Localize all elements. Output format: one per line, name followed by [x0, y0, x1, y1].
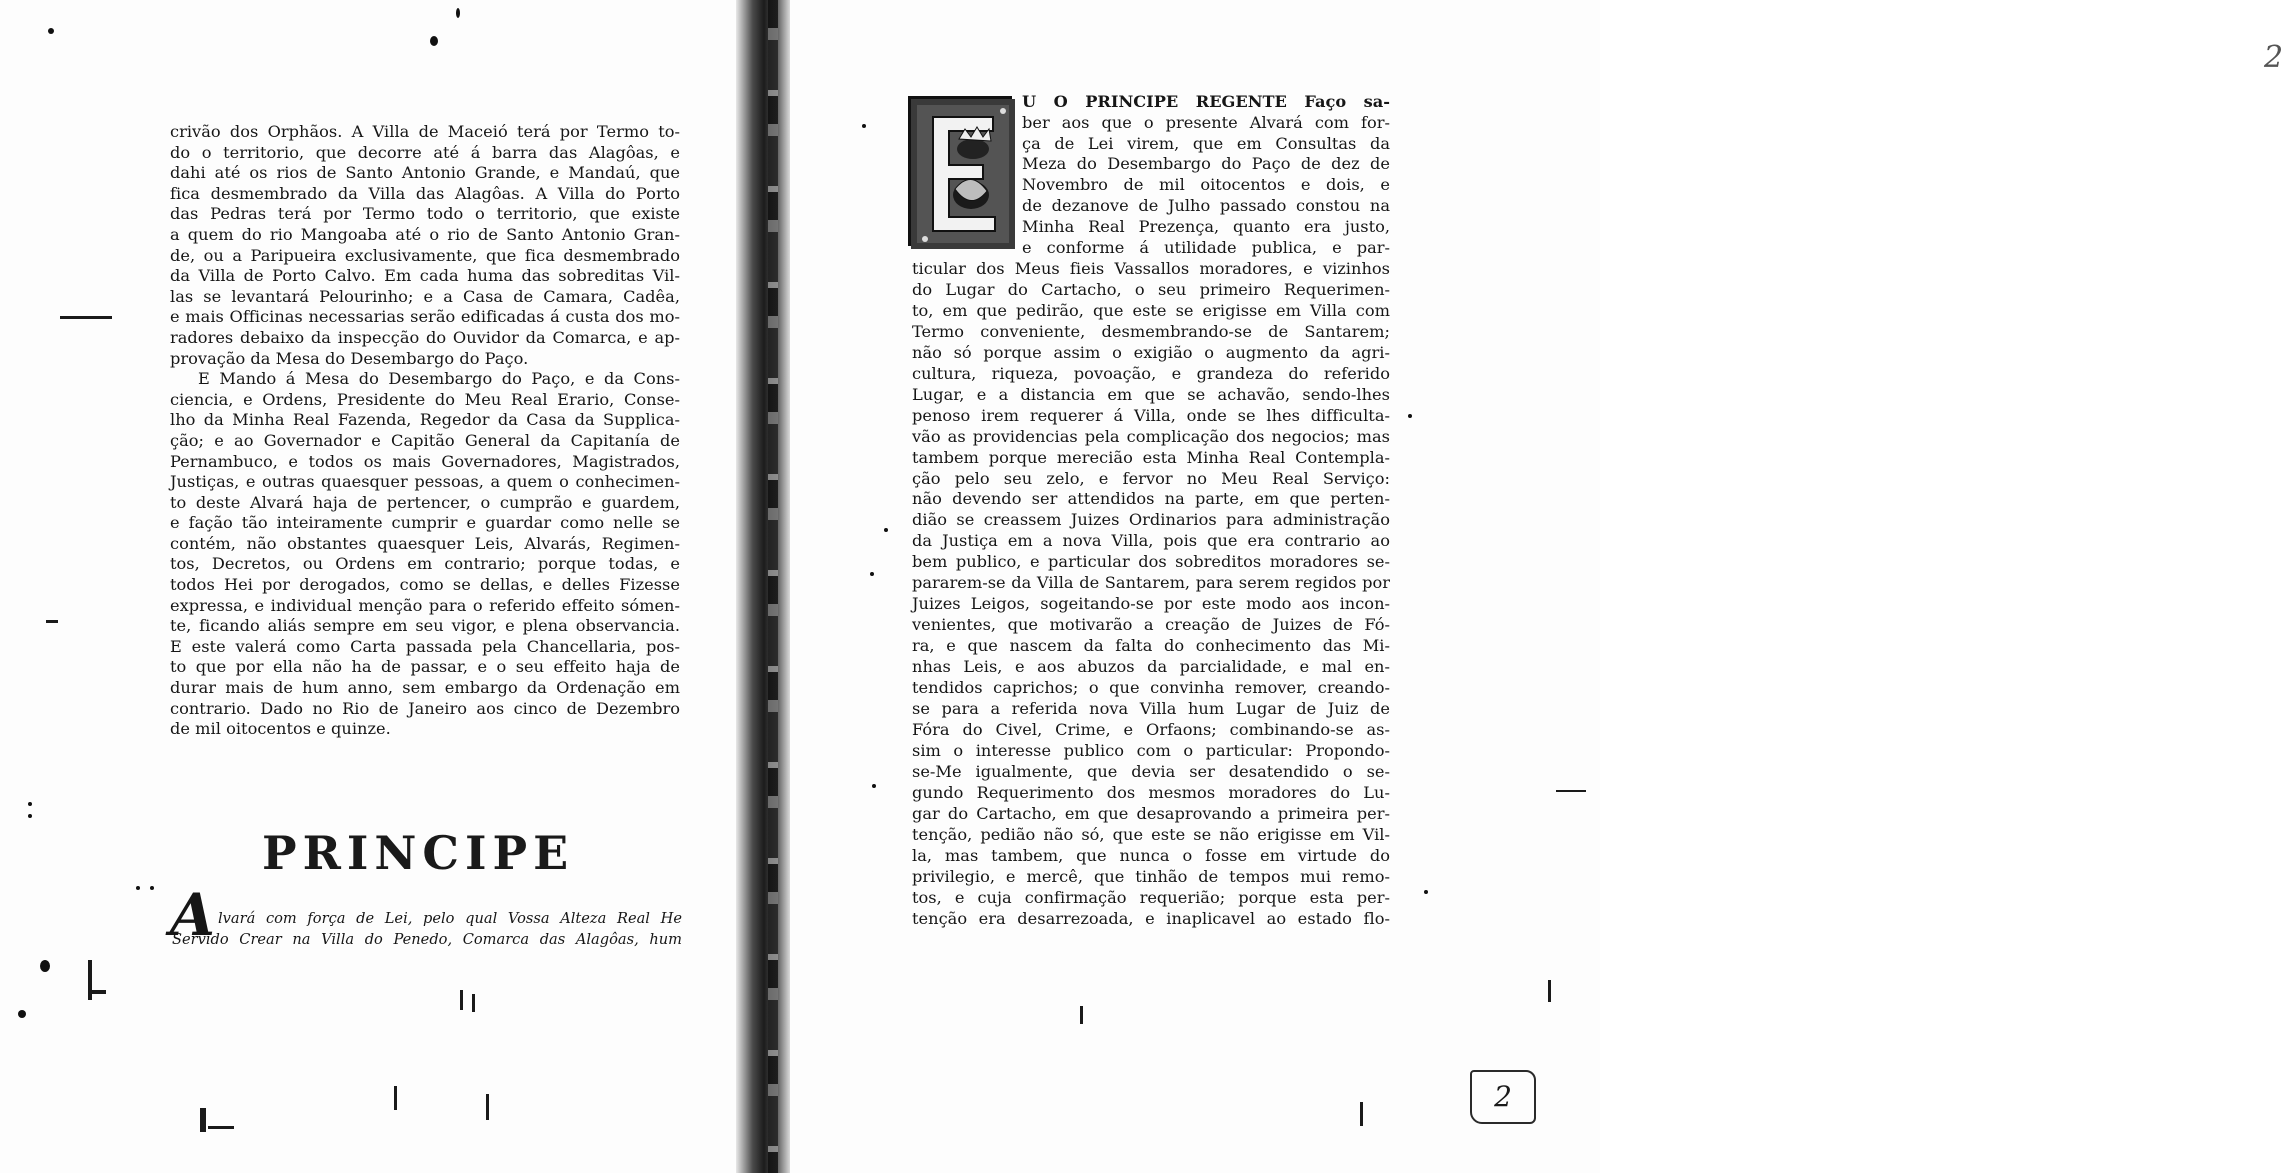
- right-line: do Lugar do Cartacho, o seu primeiro Requerimen-: [912, 279, 1390, 299]
- right-line: nhas Leis, e aos abuzos da parcialidade, e mal en-: [912, 657, 1390, 677]
- ornate-initial-art: [911, 99, 1015, 249]
- left-line: Justiças, e outras quaesquer pessoas, a quem o conhecimen-: [170, 472, 680, 492]
- left-line: te, ficando aliás sempre em seu vigor, e plena observancia.: [170, 616, 680, 636]
- right-line: privilegio, e mercê, que tinhão de tempos mui remo-: [912, 866, 1390, 886]
- ink-mark: [1360, 1102, 1363, 1126]
- ink-mark: [472, 994, 475, 1012]
- left-line: ciencia, e Ordens, Presidente do Meu Real Erario, Conse-: [170, 389, 680, 409]
- left-line: provação da Mesa do Desembargo do Paço.: [170, 348, 529, 368]
- left-line: das Pedras terá por Termo todo o territorio, que existe: [170, 204, 680, 224]
- signature-principe: PRINCIPE: [262, 826, 575, 880]
- ink-speck: [136, 886, 140, 890]
- right-line: gar do Cartacho, em que desaprovando a primeira per-: [912, 803, 1390, 823]
- opening-line: ber aos que o presente Alvará com for-: [1022, 112, 1390, 132]
- opening-line: U O PRINCIPE REGENTE Faço sa-: [1022, 92, 1390, 111]
- ornate-initial-letter: [908, 96, 1012, 246]
- left-line: radores debaixo da inspecção do Ouvidor da Comarca, e ap-: [170, 327, 680, 347]
- left-line: a quem do rio Mangoaba até o rio de Santo Antonio Gran-: [170, 224, 680, 244]
- opening-line: ça de Lei virem, que em Consultas da: [1022, 133, 1390, 153]
- left-line: lho da Minha Real Fazenda, Regedor da Casa da Supplica-: [170, 410, 680, 430]
- right-line: to, em que pedirão, que este se erigisse em Villa com: [912, 300, 1390, 320]
- left-line: crivão dos Orphãos. A Villa de Maceió terá por Termo to-: [170, 122, 680, 141]
- left-line: to deste Alvará haja de pertencer, o cumprão e guardem,: [170, 492, 680, 512]
- left-line: do o territorio, que decorre até á barra das Alagôas, e: [170, 142, 680, 162]
- left-page-text: [170, 122, 680, 740]
- right-line: dião se creassem Juizes Ordinarios para administração: [912, 510, 1390, 530]
- right-line: pararem-se da Villa de Santarem, para serem regidos por: [912, 573, 1390, 593]
- left-line: contrario. Dado no Rio de Janeiro aos cinco de Dezembro: [170, 698, 680, 718]
- caption-line: lvará com força de Lei, pelo qual Vossa Alteza Real He: [218, 910, 682, 927]
- opening-line: Minha Real Prezença, quanto era justo,: [1022, 216, 1390, 236]
- left-paragraph-2: [170, 369, 680, 740]
- ink-speck: [40, 960, 50, 972]
- right-line: tenção era desarrezoada, e inaplicavel ao estado flo-: [912, 908, 1390, 928]
- right-line: venientes, que motivarão a creação de Juizes de Fó-: [912, 615, 1390, 635]
- left-line: expressa, e individual menção para o referido effeito sómen-: [170, 595, 680, 615]
- right-line: Juizes Leigos, sogeitando-se por este modo aos incon-: [912, 594, 1390, 614]
- left-page: [0, 0, 745, 1173]
- left-line: ção; e ao Governador e Capitão General da Capitanía de: [170, 430, 680, 450]
- ink-speck: [456, 8, 460, 18]
- ink-mark: [46, 620, 58, 623]
- right-line: ticular dos Meus fieis Vassallos moradores, e vizinhos: [912, 259, 1390, 278]
- left-line: tos, Decretos, ou Ordens em contrario; porque todas, e: [170, 554, 680, 574]
- ink-mark: [486, 1094, 489, 1120]
- right-line: ra, e que nascem da falta do conhecimento das Mi-: [912, 636, 1390, 656]
- ink-speck: [28, 814, 32, 818]
- ink-speck: [862, 124, 866, 128]
- left-line: de, ou a Paripueira exclusivamente, que fica desmembrado: [170, 245, 680, 265]
- right-line: penoso irem requerer á Villa, onde se lhes difficulta-: [912, 405, 1390, 425]
- right-line: tos, e cuja confirmação requerião; porque esta per-: [912, 887, 1390, 907]
- ink-mark: [208, 1126, 234, 1129]
- opening-line: Novembro de mil oitocentos e dois, e: [1022, 175, 1390, 195]
- right-line: não só porque assim o exigião o augmento da agri-: [912, 342, 1390, 362]
- left-line: da Villa de Porto Calvo. Em cada huma das sobreditas Vil-: [170, 266, 680, 286]
- left-line: e fação tão inteiramente cumprir e guardar como nelle se: [170, 513, 680, 533]
- left-line: durar mais de hum anno, sem embargo da Ordenação em: [170, 678, 680, 698]
- right-line: tenção, pedião não só, que este se não erigisse em Vil-: [912, 824, 1390, 844]
- ink-speck: [430, 36, 438, 46]
- ink-speck: [150, 886, 154, 890]
- right-line: se-Me igualmente, que devia ser desatendido o se-: [912, 761, 1390, 781]
- right-line: bem publico, e particular dos sobreditos moradores se-: [912, 552, 1390, 572]
- ink-mark: [1080, 1006, 1083, 1024]
- left-line: fica desmembrado da Villa das Alagôas. A Villa do Porto: [170, 183, 680, 203]
- right-line: Fóra do Civel, Crime, e Orfaons; combinando-se as-: [912, 719, 1390, 739]
- ink-speck: [1424, 890, 1428, 894]
- left-line: to que por ella não ha de passar, e o seu effeito haja de: [170, 657, 680, 677]
- right-line: Lugar, e a distancia em que se achavão, sendo-lhes: [912, 384, 1390, 404]
- left-line: las se levantará Pelourinho; e a Casa de Camara, Cadêa,: [170, 286, 680, 306]
- right-line: gundo Requerimento dos mesmos moradores do Lu-: [912, 782, 1390, 802]
- ink-mark: [460, 990, 463, 1010]
- right-line: da Justiça em a nova Villa, pois que era contrario ao: [912, 531, 1390, 551]
- right-line: Termo conveniente, desmembrando-se de Santarem;: [912, 321, 1390, 341]
- ink-speck: [48, 28, 54, 34]
- right-line: sim o interesse publico com o particular: Propondo-: [912, 740, 1390, 760]
- caption-line: Servido Crear na Villa do Penedo, Comarca das Alagôas, hum: [172, 931, 682, 948]
- right-line: se para a referida nova Villa hum Lugar de Juiz de: [912, 699, 1390, 719]
- ink-speck: [884, 528, 888, 532]
- ink-mark: [200, 1108, 206, 1132]
- book-gutter: [736, 0, 792, 1173]
- gutter-damage: [768, 0, 778, 1173]
- ink-mark: [1548, 980, 1551, 1002]
- ink-mark: [60, 316, 112, 319]
- ink-mark: [88, 960, 92, 1000]
- ink-speck: [870, 572, 874, 576]
- opening-line: Meza do Desembargo do Paço de dez de: [1022, 154, 1390, 174]
- caption-dropcap: A: [170, 881, 216, 949]
- ink-speck: [28, 802, 32, 806]
- ink-mark: [88, 990, 106, 994]
- ink-speck: [872, 784, 876, 788]
- right-line: não devendo ser attendidos na parte, em que perten-: [912, 489, 1390, 509]
- right-line: la, mas tambem, que nunca o fosse em virtude do: [912, 845, 1390, 865]
- page-number-stamp: 2: [1470, 1070, 1536, 1124]
- right-line: tendidos caprichos; o que convinha remover, creando-: [912, 678, 1390, 698]
- page-number-handwritten: 2: [2264, 40, 2283, 75]
- ink-speck: [18, 1010, 26, 1018]
- right-line: cultura, riqueza, povoação, e grandeza do referido: [912, 363, 1390, 383]
- right-body-text: [912, 259, 1390, 930]
- left-paragraph-1: [170, 122, 680, 369]
- left-line: e mais Officinas necessarias serão edificadas á custa dos mo-: [170, 307, 680, 327]
- left-line: de mil oitocentos e quinze.: [170, 719, 391, 739]
- left-line: todos Hei por derogados, como se dellas, e delles Fizesse: [170, 575, 680, 595]
- ink-mark: [394, 1086, 397, 1110]
- caption-italic: [172, 908, 682, 950]
- ink-mark: [1556, 790, 1586, 792]
- left-line: dahi até os rios de Santo Antonio Grande, e Mandaú, que: [170, 163, 680, 183]
- left-line: Pernambuco, e todos os mais Governadores, Magistrados,: [170, 451, 680, 471]
- right-line: vão as providencias pela complicação dos negocios; mas: [912, 426, 1390, 446]
- left-line: contém, não obstantes quaesquer Leis, Alvarás, Regimen-: [170, 533, 680, 553]
- opening-line: de dezanove de Julho passado constou na: [1022, 195, 1390, 215]
- right-line: ção pelo seu zelo, e fervor no Meu Real Serviço:: [912, 468, 1390, 488]
- right-line: tambem porque merecião esta Minha Real Contempla-: [912, 447, 1390, 467]
- right-opening-text: [1022, 92, 1390, 258]
- ink-speck: [1408, 414, 1412, 418]
- opening-line: e conforme á utilidade publica, e par-: [1022, 237, 1390, 257]
- left-line: E Mando á Mesa do Desembargo do Paço, e da Cons-: [198, 369, 680, 389]
- left-line: E este valerá como Carta passada pela Chancellaria, pos-: [170, 636, 680, 656]
